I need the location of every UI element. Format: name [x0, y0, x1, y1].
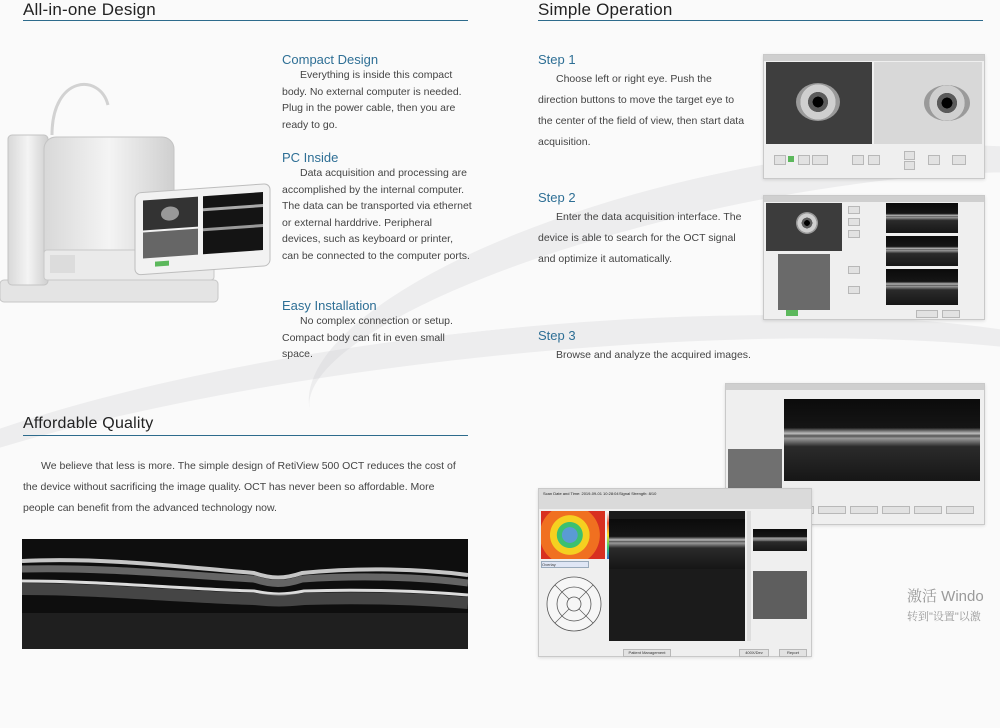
watermark-line-1: 激活 Windo — [907, 588, 984, 605]
feature-heading: Compact Design — [282, 52, 379, 67]
zoom-readout[interactable]: 400X/Dev — [739, 649, 769, 657]
bottom-button[interactable] — [916, 310, 938, 318]
control-button[interactable] — [868, 155, 880, 165]
bottom-button[interactable] — [942, 310, 960, 318]
control-button[interactable] — [812, 155, 828, 165]
step-3 — [538, 328, 778, 366]
thickness-heatmap — [541, 511, 605, 559]
device-drawing — [0, 75, 275, 310]
step-text: Browse and analyze the acquired images. — [556, 349, 751, 361]
oct-device-illustration — [0, 75, 275, 310]
iris-image — [796, 212, 818, 234]
step-text: Enter the data acquisition interface. The device is able to search for the OCT signal and optimize it automatically. — [538, 211, 742, 265]
step-text: Choose left or right eye. Push the direction buttons to move the target eye to the center of the field of view, then start data acquisition. — [538, 73, 745, 148]
window-titlebar — [764, 196, 984, 202]
control-button[interactable] — [904, 161, 915, 170]
fundus-view — [778, 254, 830, 310]
step-2 — [538, 190, 748, 270]
section-title-affordable-quality: Affordable Quality — [23, 415, 154, 432]
toolbar-button[interactable] — [882, 506, 910, 514]
oct-scan-image — [22, 539, 468, 649]
start-button[interactable] — [786, 310, 798, 316]
oct-large-view — [784, 399, 980, 481]
step-heading: Step 2 — [538, 190, 576, 205]
overlay-toggle[interactable]: Overlay — [541, 561, 589, 568]
side-button[interactable] — [848, 218, 860, 226]
side-button[interactable] — [848, 286, 860, 294]
feature-text: Everything is inside this compact body. No external computer is needed. Plug in the power cable, then you are ready to go. — [282, 69, 462, 131]
toolbar-button[interactable] — [914, 506, 942, 514]
side-button[interactable] — [848, 266, 860, 274]
section-title-all-in-one: All-in-one Design — [23, 0, 156, 19]
feature-heading: Easy Installation — [282, 298, 377, 313]
signal-strength: Signal Strength: 8/10 — [619, 491, 657, 496]
screenshot-eye-alignment — [763, 54, 985, 179]
control-button[interactable] — [774, 155, 786, 165]
watermark-line-2: 转到"设置"以激 — [907, 611, 981, 623]
step-heading: Step 3 — [538, 328, 576, 343]
toolbar-button[interactable] — [818, 506, 846, 514]
scan-header: Scan Date and Time: 2019-09-01 10:28:04 — [543, 491, 619, 496]
feature-compact-design — [282, 52, 472, 133]
screenshot-acquisition — [763, 195, 985, 320]
feature-text: Data acquisition and processing are accomplished by the internal computer. The data can be transported via ethernet or external harddrive. Peripheral devices, such as keyboard or printer, can be connected to the computer ports. — [282, 167, 472, 262]
step-1 — [538, 52, 748, 153]
toolbar-button[interactable] — [946, 506, 974, 514]
title-rule — [23, 20, 468, 21]
control-button[interactable] — [904, 151, 915, 160]
window-titlebar — [764, 55, 984, 61]
feature-easy-installation — [282, 298, 472, 363]
control-button[interactable] — [928, 155, 940, 165]
retina-cross-section — [22, 539, 468, 649]
title-rule — [23, 435, 468, 436]
report-button[interactable]: Report — [779, 649, 807, 657]
status-indicator — [788, 156, 794, 162]
feature-text: No complex connection or setup. Compact body can fit in even small space. — [282, 315, 453, 361]
oct-preview-1 — [886, 203, 958, 233]
side-button[interactable] — [848, 230, 860, 238]
eye-image-left — [796, 83, 840, 121]
quality-paragraph: We believe that less is more. The simple design of RetiView 500 OCT reduces the cost of the device without sacrificing the image quality. OCT has never been so affordable. More people can benefit from the advanced technology now. — [23, 460, 456, 514]
feature-pc-inside — [282, 150, 472, 265]
step-heading: Step 1 — [538, 52, 576, 67]
patient-management-button[interactable]: Patient Management — [623, 649, 671, 657]
section-title-simple-operation: Simple Operation — [538, 0, 673, 19]
oct-preview-2 — [886, 236, 958, 266]
window-titlebar — [726, 384, 984, 390]
title-rule — [538, 20, 983, 21]
side-button[interactable] — [848, 206, 860, 214]
screenshot-analysis — [538, 488, 812, 657]
scroll-track[interactable] — [747, 511, 751, 641]
control-button[interactable] — [952, 155, 966, 165]
oct-preview-3 — [886, 269, 958, 305]
control-button[interactable] — [798, 155, 810, 165]
fundus-thumb — [753, 571, 807, 619]
etdrs-grid — [545, 575, 603, 633]
oct-bscan-layer — [609, 519, 745, 569]
eye-image-right — [924, 85, 970, 121]
feature-heading: PC Inside — [282, 150, 339, 165]
oct-thumb — [753, 529, 807, 551]
control-button[interactable] — [852, 155, 864, 165]
toolbar-button[interactable] — [850, 506, 878, 514]
